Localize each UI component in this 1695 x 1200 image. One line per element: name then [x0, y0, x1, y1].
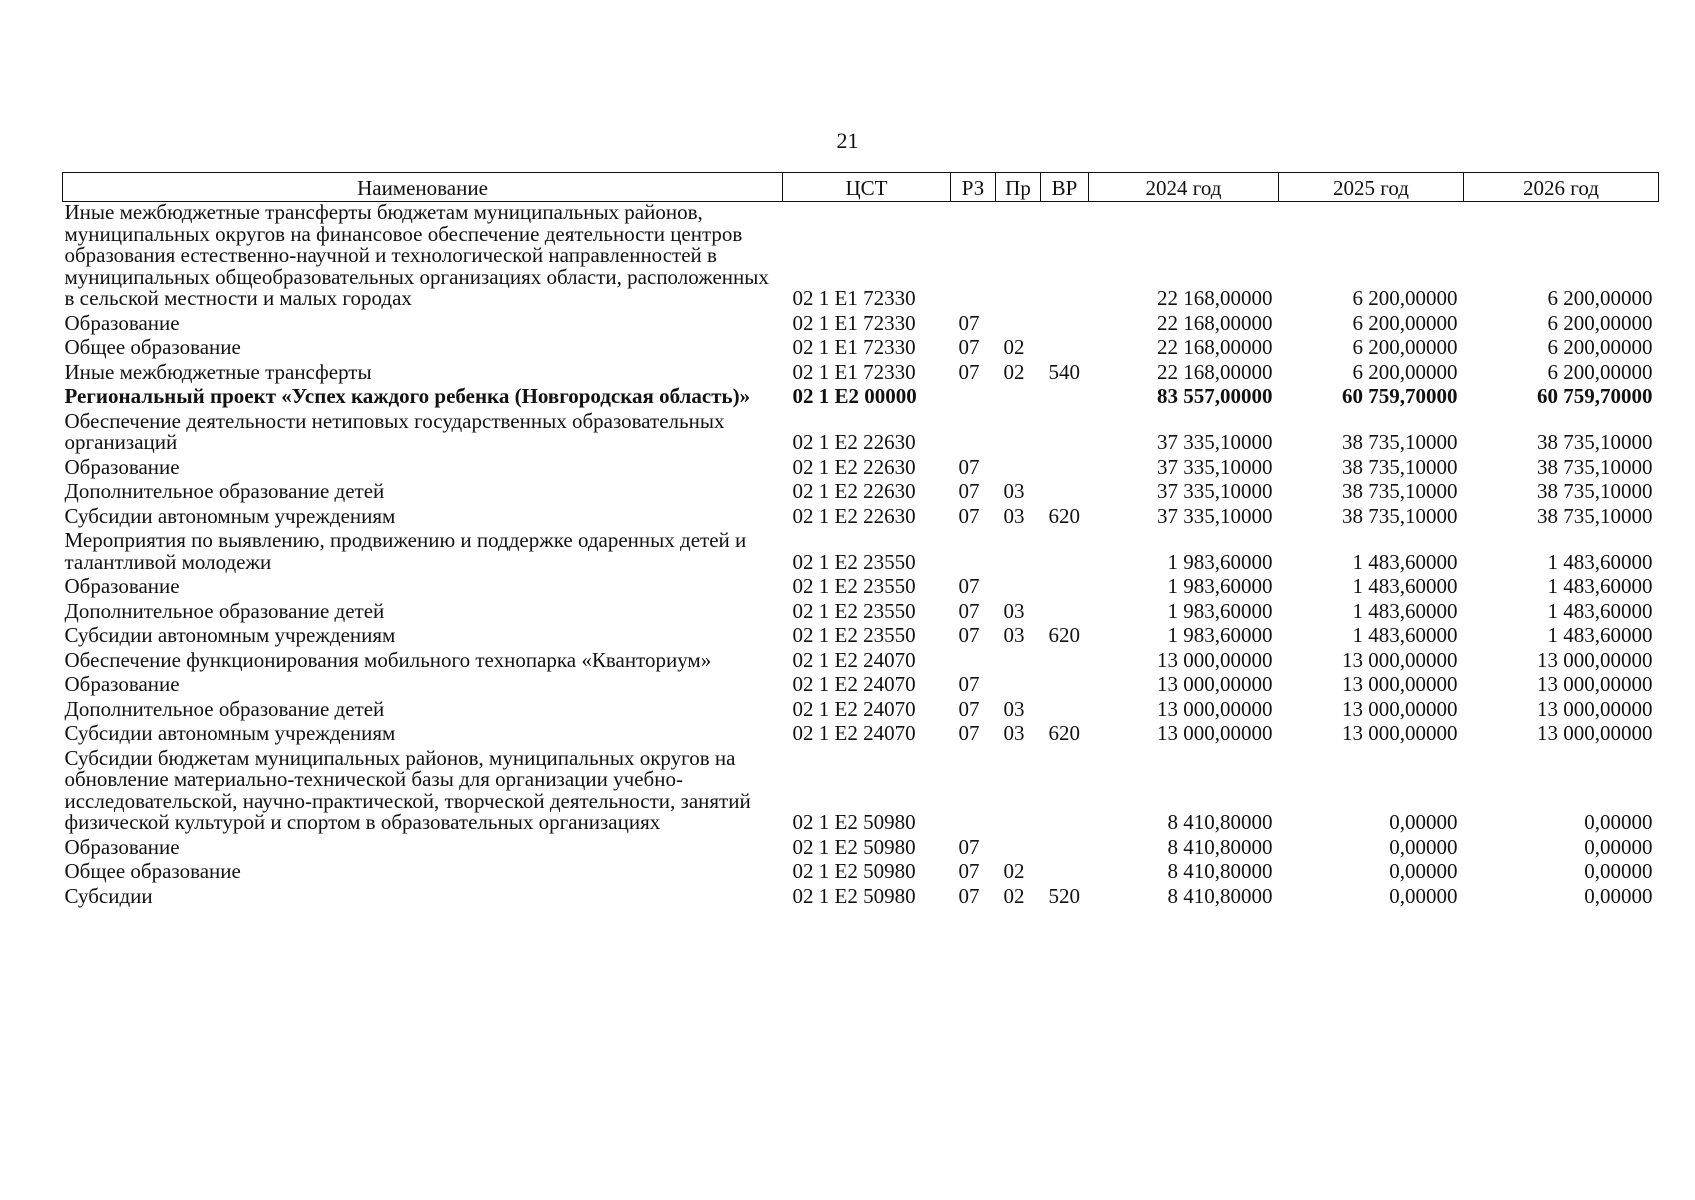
row-2026: 6 200,00000 [1547, 286, 1653, 310]
table-row [63, 650, 1659, 675]
row-vr [1041, 576, 1089, 601]
row-cst: 02 1 Е2 24070 [792, 721, 916, 745]
row-2026: 0,00000 [1584, 810, 1653, 834]
table-row [63, 386, 1659, 411]
table-row [63, 699, 1659, 724]
row-2025: 0,00000 [1389, 810, 1458, 834]
row-cst: 02 1 Е2 00000 [792, 384, 917, 408]
header-2025: 2025 год [1279, 173, 1464, 202]
row-rz: 07 [958, 310, 980, 335]
row-vr: 620 [1048, 503, 1080, 528]
row-pr: 03 [1003, 479, 1025, 503]
row-cst: 02 1 Е2 23550 [792, 598, 916, 623]
row-2025: 0,00000 [1389, 883, 1458, 908]
row-2024: 1 983,60000 [1167, 549, 1273, 574]
row-vr [1041, 650, 1089, 675]
header-2026: 2026 год [1464, 173, 1659, 202]
row-name: Субсидии [64, 883, 153, 908]
row-vr [1041, 386, 1089, 411]
table-row [63, 362, 1659, 387]
row-name: Общее образование [64, 335, 241, 359]
table-body [63, 202, 1659, 911]
table-row [63, 457, 1659, 482]
row-2025: 0,00000 [1389, 834, 1458, 859]
row-pr [996, 313, 1041, 338]
row-vr [1041, 699, 1089, 724]
row-pr: 03 [1003, 598, 1025, 623]
row-rz: 07 [958, 623, 980, 647]
row-rz: 07 [958, 359, 980, 384]
row-2025: 6 200,00000 [1352, 359, 1458, 384]
row-2025: 0,00000 [1389, 859, 1458, 883]
row-rz [951, 202, 996, 313]
row-2026: 0,00000 [1584, 883, 1653, 908]
row-name: Иные межбюджетные трансферты [64, 359, 372, 384]
row-cst: 02 1 Е2 50980 [792, 883, 916, 908]
header-cst: ЦСТ [783, 173, 951, 202]
row-2026: 38 735,10000 [1537, 454, 1653, 479]
row-vr: 620 [1048, 623, 1080, 647]
row-2025: 38 735,10000 [1342, 454, 1458, 479]
row-rz [951, 530, 996, 576]
row-cst: 02 1 Е1 72330 [792, 286, 916, 310]
row-2024: 37 335,10000 [1157, 479, 1273, 503]
table-row [63, 674, 1659, 699]
row-rz [951, 650, 996, 675]
row-rz: 07 [958, 454, 980, 479]
row-name: Дополнительное образование детей [64, 479, 385, 503]
budget-table [62, 172, 1659, 910]
table-row [63, 861, 1659, 886]
table-row [63, 837, 1659, 862]
table-row [63, 530, 1659, 576]
header-vr: ВР [1041, 173, 1089, 202]
row-2024: 8 410,80000 [1167, 810, 1273, 834]
row-name: Обеспечение деятельности нетиповых государственных образовательных организаций [64, 408, 725, 454]
row-pr [996, 674, 1041, 699]
table-row [63, 411, 1659, 457]
row-name: Образование [64, 834, 180, 859]
row-2024: 37 335,10000 [1157, 503, 1273, 528]
header-rz: РЗ [951, 173, 996, 202]
row-2025: 13 000,00000 [1342, 647, 1458, 672]
row-name: Дополнительное образование детей [64, 598, 385, 623]
row-2025: 38 735,10000 [1342, 503, 1458, 528]
row-2024: 8 410,80000 [1167, 883, 1273, 908]
row-pr: 03 [1003, 696, 1025, 721]
row-rz: 07 [958, 503, 980, 528]
row-vr [1041, 313, 1089, 338]
row-2024: 22 168,00000 [1157, 286, 1273, 310]
row-vr [1041, 674, 1089, 699]
row-2026: 1 483,60000 [1547, 623, 1653, 647]
row-cst: 02 1 Е2 23550 [792, 623, 916, 647]
row-2025: 6 200,00000 [1352, 310, 1458, 335]
row-2024: 83 557,00000 [1157, 384, 1273, 408]
row-pr [996, 386, 1041, 411]
row-2026: 0,00000 [1584, 859, 1653, 883]
header-row [63, 173, 1659, 202]
row-rz [951, 411, 996, 457]
row-cst: 02 1 Е2 50980 [792, 834, 916, 859]
row-name: Обеспечение функционирования мобильного технопарка «Кванториум» [64, 647, 712, 672]
row-pr [996, 530, 1041, 576]
row-vr [1041, 837, 1089, 862]
row-name: Дополнительное образование детей [64, 696, 385, 721]
row-rz [951, 386, 996, 411]
table-row [63, 625, 1659, 650]
row-vr [1041, 530, 1089, 576]
row-pr: 03 [1003, 721, 1025, 745]
row-2025: 1 483,60000 [1352, 623, 1458, 647]
row-name: Образование [64, 672, 180, 696]
row-cst: 02 1 Е2 24070 [792, 672, 916, 696]
row-cst: 02 1 Е2 50980 [792, 810, 916, 834]
row-2026: 6 200,00000 [1547, 359, 1653, 384]
row-rz: 07 [958, 696, 980, 721]
row-2025: 60 759,70000 [1342, 384, 1458, 408]
row-2024: 1 983,60000 [1167, 598, 1273, 623]
row-vr [1041, 481, 1089, 506]
row-pr: 02 [1003, 883, 1025, 908]
row-2025: 13 000,00000 [1342, 672, 1458, 696]
table-row [63, 313, 1659, 338]
table-row [63, 506, 1659, 531]
row-pr [996, 748, 1041, 837]
row-cst: 02 1 Е1 72330 [792, 335, 916, 359]
row-vr [1041, 337, 1089, 362]
row-vr [1041, 861, 1089, 886]
row-2026: 38 735,10000 [1537, 430, 1653, 454]
row-2024: 13 000,00000 [1157, 721, 1273, 745]
page-number: 21 [836, 128, 859, 153]
row-2026: 6 200,00000 [1547, 310, 1653, 335]
row-name: Субсидии автономным учреждениям [64, 623, 396, 647]
row-name: Образование [64, 574, 180, 598]
row-pr: 02 [1003, 859, 1025, 883]
row-2026: 38 735,10000 [1537, 503, 1653, 528]
table-header [63, 173, 1659, 202]
row-rz [951, 748, 996, 837]
row-2026: 60 759,70000 [1537, 384, 1653, 408]
row-2024: 8 410,80000 [1167, 859, 1273, 883]
row-cst: 02 1 Е2 22630 [792, 479, 916, 503]
row-rz: 07 [958, 721, 980, 745]
row-2024: 1 983,60000 [1167, 623, 1273, 647]
row-2025: 13 000,00000 [1342, 696, 1458, 721]
row-vr: 520 [1048, 883, 1080, 908]
row-pr [996, 457, 1041, 482]
row-2026: 1 483,60000 [1547, 549, 1653, 574]
row-2026: 0,00000 [1584, 834, 1653, 859]
row-rz: 07 [958, 598, 980, 623]
row-2024: 13 000,00000 [1157, 696, 1273, 721]
row-cst: 02 1 Е2 22630 [792, 503, 916, 528]
row-name: Субсидии автономным учреждениям [64, 721, 396, 745]
row-rz: 07 [958, 859, 980, 883]
row-pr: 02 [1003, 359, 1025, 384]
table-row [63, 886, 1659, 911]
row-2025: 1 483,60000 [1352, 598, 1458, 623]
row-vr [1041, 601, 1089, 626]
row-2026: 13 000,00000 [1537, 696, 1653, 721]
row-2025: 1 483,60000 [1352, 574, 1458, 598]
row-2024: 1 983,60000 [1167, 574, 1273, 598]
row-2024: 13 000,00000 [1157, 647, 1273, 672]
row-2025: 13 000,00000 [1342, 721, 1458, 745]
row-2025: 1 483,60000 [1352, 549, 1458, 574]
row-name: Общее образование [64, 859, 241, 883]
row-pr: 02 [1003, 335, 1025, 359]
row-pr [996, 650, 1041, 675]
header-2024: 2024 год [1089, 173, 1279, 202]
row-rz: 07 [958, 883, 980, 908]
row-pr: 03 [1003, 503, 1025, 528]
row-cst: 02 1 Е2 23550 [792, 574, 916, 598]
row-name: Образование [64, 454, 180, 479]
row-2026: 38 735,10000 [1537, 479, 1653, 503]
table-row [63, 202, 1659, 313]
header-pr: Пр [996, 173, 1041, 202]
table-row [63, 723, 1659, 748]
row-rz: 07 [958, 574, 980, 598]
row-2026: 13 000,00000 [1537, 672, 1653, 696]
row-vr [1041, 748, 1089, 837]
header-name: Наименование [63, 173, 783, 202]
row-cst: 02 1 Е2 22630 [792, 430, 916, 454]
row-cst: 02 1 Е1 72330 [792, 359, 916, 384]
row-pr: 03 [1003, 623, 1025, 647]
row-2024: 22 168,00000 [1157, 310, 1273, 335]
row-2025: 6 200,00000 [1352, 335, 1458, 359]
row-name: Субсидии бюджетам муниципальных районов, муниципальных округов на обновление материально-технической базы для организации учебно-исследовательской, научно-практической, творческой деятельности, занятий физической культурой и спортом в образовательных организациях [64, 745, 751, 834]
row-vr [1041, 457, 1089, 482]
row-2024: 8 410,80000 [1167, 834, 1273, 859]
row-2026: 13 000,00000 [1537, 721, 1653, 745]
row-2024: 37 335,10000 [1157, 454, 1273, 479]
row-pr [996, 576, 1041, 601]
row-cst: 02 1 Е2 24070 [792, 647, 916, 672]
table-row [63, 337, 1659, 362]
row-2024: 22 168,00000 [1157, 359, 1273, 384]
row-2026: 13 000,00000 [1537, 647, 1653, 672]
row-cst: 02 1 Е1 72330 [792, 310, 916, 335]
row-rz: 07 [958, 672, 980, 696]
row-rz: 07 [958, 479, 980, 503]
row-name: Мероприятия по выявлению, продвижению и поддержке одаренных детей и талантливой молодежи [64, 528, 747, 574]
row-pr [996, 411, 1041, 457]
row-pr [996, 202, 1041, 313]
row-2025: 38 735,10000 [1342, 430, 1458, 454]
row-cst: 02 1 Е2 23550 [792, 549, 916, 574]
row-2024: 37 335,10000 [1157, 430, 1273, 454]
row-rz: 07 [958, 834, 980, 859]
row-rz: 07 [958, 335, 980, 359]
row-cst: 02 1 Е2 22630 [792, 454, 916, 479]
table-row [63, 576, 1659, 601]
row-2024: 13 000,00000 [1157, 672, 1273, 696]
row-name: Иные межбюджетные трансферты бюджетам муниципальных районов, муниципальных округов на финансовое обеспечение деятельности центров образования естественно-научной и технологической направленностей в муниципальных общеобразовательных организациях области, расположенных в сельской местности и малых городах [64, 200, 769, 310]
row-2026: 1 483,60000 [1547, 574, 1653, 598]
table-row [63, 748, 1659, 837]
row-2024: 22 168,00000 [1157, 335, 1273, 359]
row-vr [1041, 411, 1089, 457]
table-row [63, 481, 1659, 506]
row-name: Субсидии автономным учреждениям [64, 503, 396, 528]
row-2025: 38 735,10000 [1342, 479, 1458, 503]
row-2026: 1 483,60000 [1547, 598, 1653, 623]
row-vr: 620 [1048, 721, 1080, 745]
row-2025: 6 200,00000 [1352, 286, 1458, 310]
row-vr: 540 [1048, 359, 1080, 384]
row-name: Региональный проект «Успех каждого ребенка (Новгородская область)» [64, 384, 751, 408]
row-cst: 02 1 Е2 24070 [792, 696, 916, 721]
row-pr [996, 837, 1041, 862]
row-vr [1041, 202, 1089, 313]
row-2026: 6 200,00000 [1547, 335, 1653, 359]
table-row [63, 601, 1659, 626]
row-cst: 02 1 Е2 50980 [792, 859, 916, 883]
row-name: Образование [64, 310, 180, 335]
